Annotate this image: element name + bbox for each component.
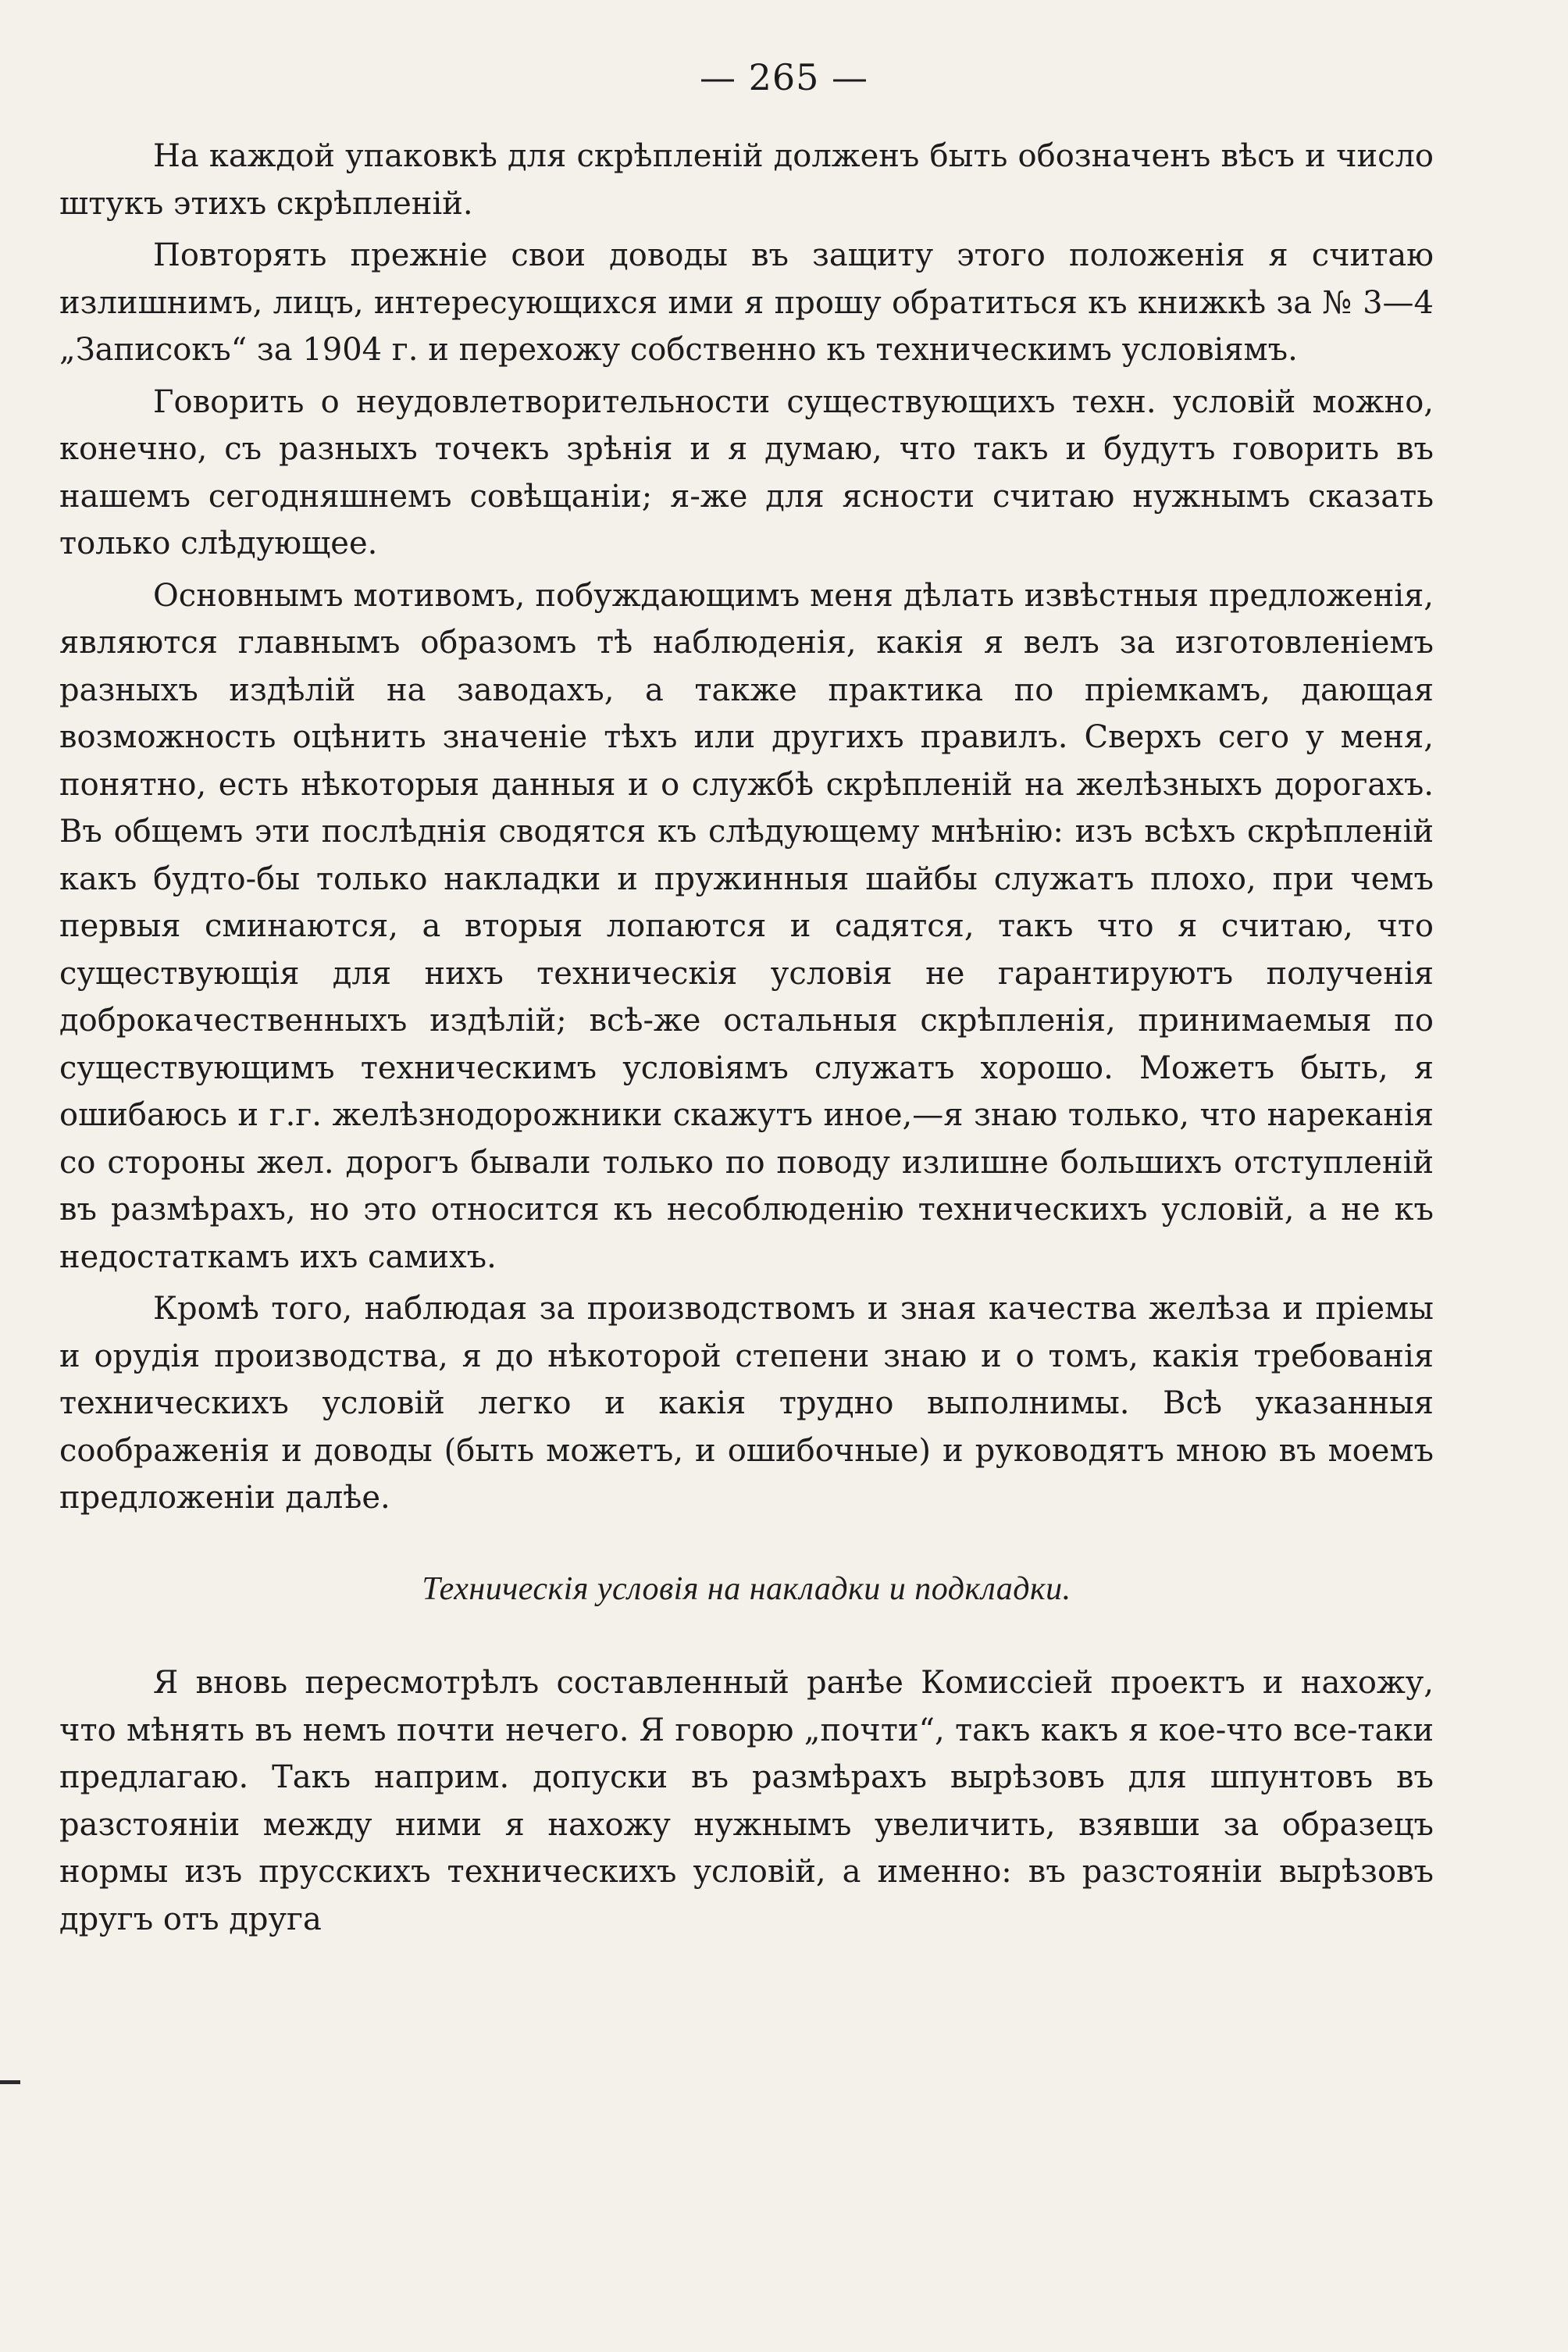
margin-mark (0, 2080, 20, 2084)
page-number: — 265 — (699, 56, 869, 98)
body-text (59, 133, 1434, 1943)
paragraph-4: Основнымъ мотивомъ, побуждающимъ меня дѣлать извѣстныя предложенія, являются главнымъ образомъ тѣ наблюденія, какія я велъ за изготовленіемъ разныхъ издѣлій на заводахъ, а также практика по пріемкамъ, дающая возможность оцѣнить значеніе тѣхъ или другихъ правилъ. Сверхъ сего у меня, понятно, есть нѣкоторыя данныя и о службѣ скрѣпленій на желѣзныхъ дорогахъ. Въ общемъ эти послѣднія сводятся къ слѣдующему мнѣнію: изъ всѣхъ скрѣпленій какъ будто-бы только накладки и пружинныя шайбы служатъ плохо, при чемъ первыя сминаются, а вторыя лопаются и садятся, такъ что я считаю, что существующія для нихъ техническія условія не гарантируютъ полученія доброкачественныхъ издѣлій; всѣ-же остальныя скрѣпленія, принимаемыя по существующимъ техническимъ условіямъ служатъ хорошо. Можетъ быть, я ошибаюсь и г.г. желѣзнодорожники скажутъ иное,—я знаю только, что нареканія со стороны жел. дорогъ бывали только по поводу излишне большихъ отступленій въ размѣрахъ, но это относится къ несоблюденію техническихъ условій, а не къ недостаткамъ ихъ самихъ. (59, 577, 1434, 1275)
paragraph-1: На каждой упаковкѣ для скрѣпленій долженъ быть обозначенъ вѣсъ и число штукъ этихъ скрѣпленій. (59, 138, 1434, 222)
paragraph-6: Я вновь пересмотрѣлъ составленный ранѣе Комиссіей проектъ и нахожу, что мѣнять въ немъ почти нечего. Я говорю „почти“, такъ какъ я кое-что все-таки предлагаю. Такъ наприм. допуски въ размѣрахъ вырѣзовъ для шпунтовъ въ разстояніи между ними я нахожу нужнымъ увеличить, взявши за образецъ нормы изъ прусскихъ техническихъ условій, а именно: въ разстояніи вырѣзовъ другъ отъ друга (59, 1665, 1434, 1937)
paragraph-5: Кромѣ того, наблюдая за производствомъ и зная качества желѣза и пріемы и орудія производства, я до нѣкоторой степени знаю и о томъ, какія требованія техническихъ условій легко и какія трудно выполнимы. Всѣ указанныя соображенія и доводы (быть можетъ, и ошибочные) и руководятъ мною въ моемъ предложеніи далѣе. (59, 1291, 1434, 1516)
paragraph-3: Говорить о неудовлетворительности существующихъ техн. условій можно, конечно, съ разныхъ точекъ зрѣнія и я думаю, что такъ и будутъ говорить въ нашемъ сегодняшнемъ совѣщаніи; я-же для ясности считаю нужнымъ сказать только слѣдующее. (59, 383, 1434, 561)
section-heading: Техническія условія на накладки и подкладки. (422, 1570, 1071, 1607)
paragraph-2: Повторять прежніе свои доводы въ защиту этого положенія я считаю излишнимъ, лицъ, интересующихся ими я прошу обратиться къ книжкѣ за № 3—4 „Записокъ“ за 1904 г. и перехожу собственно къ техническимъ условіямъ. (59, 237, 1434, 368)
